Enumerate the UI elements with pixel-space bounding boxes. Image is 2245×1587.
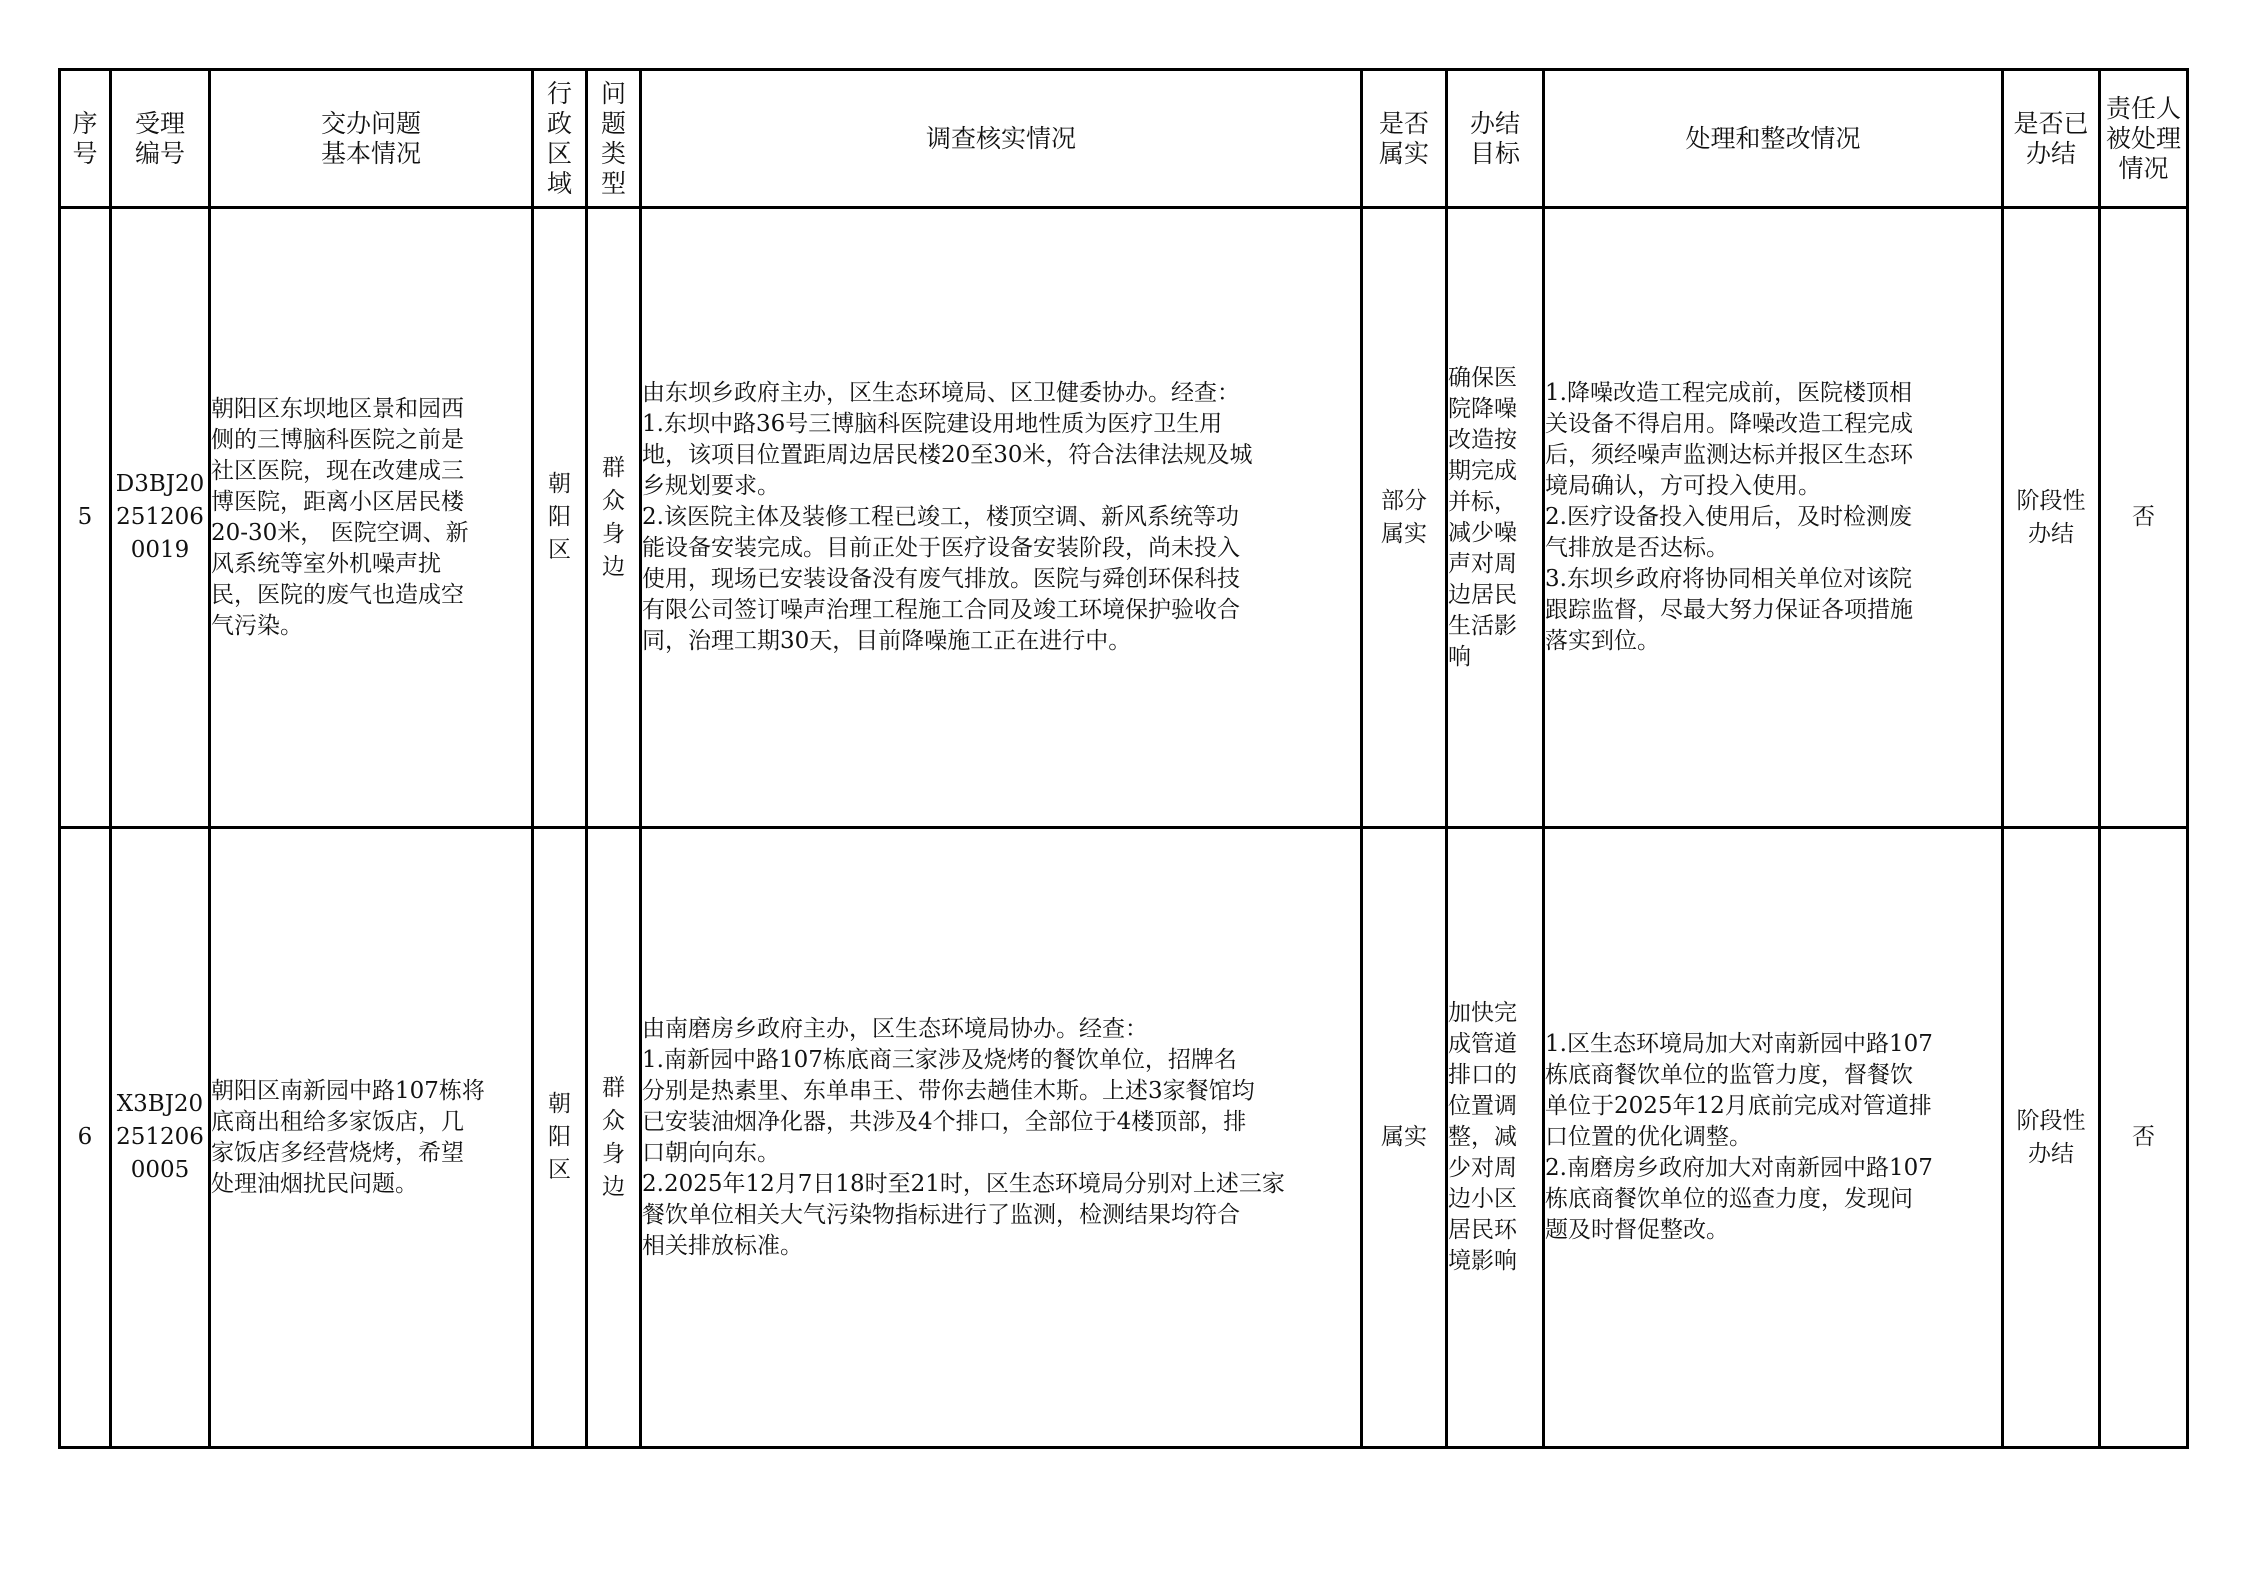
cell-accountability: 否 — [2100, 208, 2188, 828]
cell-closed: 阶段性 办结 — [2003, 828, 2100, 1448]
report-page — [58, 68, 2189, 1449]
cell-type: 群 众 身 边 — [587, 828, 641, 1448]
header-seq: 序 号 — [60, 70, 111, 208]
header-accountability: 责任人 被处理 情况 — [2100, 70, 2188, 208]
cell-goal: 确保医 院降噪 改造按 期完成 并标， 减少噪 声对周 边居民 生活影 响 — [1447, 208, 1544, 828]
cell-seq: 6 — [60, 828, 111, 1448]
header-handling: 处理和整改情况 — [1544, 70, 2003, 208]
table-row — [60, 208, 2188, 828]
cell-issue: 朝阳区南新园中路107栋将 底商出租给多家饭店，几 家饭店多经营烧烤，希望 处理油烟扰民问题。 — [210, 828, 533, 1448]
cell-issue: 朝阳区东坝地区景和园西 侧的三博脑科医院之前是 社区医院，现在改建成三 博医院，距离小区居民楼 20-30米， 医院空调、新 风系统等室外机噪声扰 民，医院的废气也造成空 气污染。 — [210, 208, 533, 828]
cell-handling: 1.区生态环境局加大对南新园中路107 栋底商餐饮单位的监管力度，督餐饮 单位于2025年12月底前完成对管道排 口位置的优化调整。 2.南磨房乡政府加大对南新园中路107 栋底商餐饮单位的巡查力度，发现问 题及时督促整改。 — [1544, 828, 2003, 1448]
cell-type: 群 众 身 边 — [587, 208, 641, 828]
table-header-row — [60, 70, 2188, 208]
cell-seq: 5 — [60, 208, 111, 828]
header-district: 行 政 区 域 — [533, 70, 587, 208]
complaint-table — [58, 68, 2189, 1449]
header-goal: 办结 目标 — [1447, 70, 1544, 208]
header-closed: 是否已 办结 — [2003, 70, 2100, 208]
header-id: 受理 编号 — [111, 70, 210, 208]
header-issue: 交办问题 基本情况 — [210, 70, 533, 208]
cell-investigation: 由南磨房乡政府主办，区生态环境局协办。经查： 1.南新园中路107栋底商三家涉及烧烤的餐饮单位，招牌名 分别是热素里、东单串王、带你去趟佳木斯。上述3家餐馆均 已安装油烟净化器，共涉及4个排口，全部位于4楼顶部，排 口朝向向东。 2.2025年12月7日18时至21时，区生态环境局分别对上述三家 餐饮单位相关大气污染物指标进行了监测，检测结果均符合 相关排放标准。 — [641, 828, 1362, 1448]
header-investigation: 调查核实情况 — [641, 70, 1362, 208]
cell-verified: 属实 — [1362, 828, 1447, 1448]
cell-district: 朝 阳 区 — [533, 828, 587, 1448]
cell-accountability: 否 — [2100, 828, 2188, 1448]
cell-closed: 阶段性 办结 — [2003, 208, 2100, 828]
cell-district: 朝 阳 区 — [533, 208, 587, 828]
cell-investigation: 由东坝乡政府主办，区生态环境局、区卫健委协办。经查： 1.东坝中路36号三博脑科医院建设用地性质为医疗卫生用 地，该项目位置距周边居民楼20至30米，符合法律法规及城 乡规划要求。 2.该医院主体及装修工程已竣工，楼顶空调、新风系统等功 能设备安装完成。目前正处于医疗设备安装阶段，尚未投入 使用，现场已安装设备没有废气排放。医院与舜创环保科技 有限公司签订噪声治理工程施工合同及竣工环境保护验收合 同，治理工期30天，目前降噪施工正在进行中。 — [641, 208, 1362, 828]
table-row — [60, 828, 2188, 1448]
cell-handling: 1.降噪改造工程完成前，医院楼顶相 关设备不得启用。降噪改造工程完成 后，须经噪声监测达标并报区生态环 境局确认，方可投入使用。 2.医疗设备投入使用后，及时检测废 气排放是否达标。 3.东坝乡政府将协同相关单位对该院 跟踪监督，尽最大努力保证各项措施 落实到位。 — [1544, 208, 2003, 828]
header-verified: 是否 属实 — [1362, 70, 1447, 208]
header-type: 问 题 类 型 — [587, 70, 641, 208]
cell-id: D3BJ20 251206 0019 — [111, 208, 210, 828]
cell-id: X3BJ20 251206 0005 — [111, 828, 210, 1448]
cell-verified: 部分 属实 — [1362, 208, 1447, 828]
cell-goal: 加快完 成管道 排口的 位置调 整，减 少对周 边小区 居民环 境影响 — [1447, 828, 1544, 1448]
